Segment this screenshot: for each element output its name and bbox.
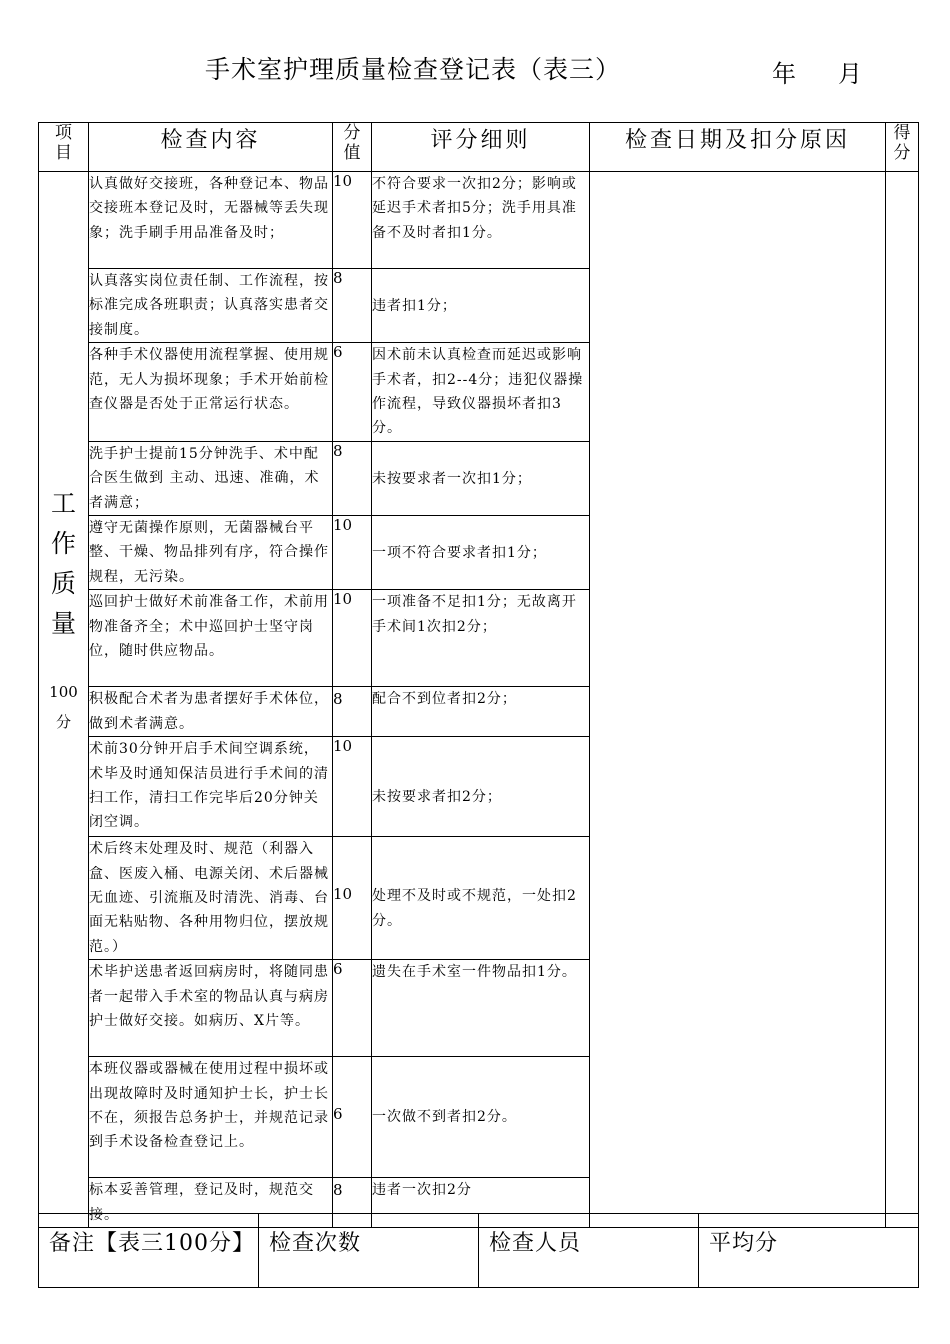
row-content: 术后终末处理及时、规范（利器入盒、医废入桶、电源关闭、术后器械无血迹、引流瓶及时清洗、消毒、台面无粘贴物、各种用物归位，摆放规范。） <box>89 837 333 960</box>
row-detail: 因术前未认真检查而延迟或影响手术者，扣2--4分；违犯仪器操作流程，导致仪器损坏者扣3分。 <box>372 343 590 442</box>
inspector-cell[interactable]: 检查人员 <box>479 1214 699 1288</box>
row-score: 8 <box>333 687 372 737</box>
row-content: 认真做好交接班，各种登记本、物品交接班本登记及时，无器械等丢失现象；洗手刷手用品准备及时； <box>89 172 333 269</box>
row-detail: 未按要求者扣2分； <box>372 737 590 837</box>
row-detail: 一项不符合要求者扣1分； <box>372 516 590 590</box>
average-cell[interactable]: 平均分 <box>699 1214 919 1288</box>
row-content: 标本妥善管理，登记及时，规范交接。 <box>89 1178 333 1228</box>
col-header-score: 分 值 <box>333 123 372 172</box>
form-title: 手术室护理质量检查登记表（表三） <box>205 55 622 84</box>
row-score: 10 <box>333 737 372 837</box>
inspection-table <box>38 122 919 1228</box>
row-score: 8 <box>333 269 372 343</box>
check-count-cell[interactable]: 检查次数 <box>259 1214 479 1288</box>
row-detail: 一项准备不足扣1分；无故离开手术间1次扣2分； <box>372 590 590 687</box>
col-header-date-reason: 检查日期及扣分原因 <box>590 123 886 172</box>
date-reason-cell[interactable] <box>590 172 886 1228</box>
points-cell[interactable] <box>886 172 919 1228</box>
row-detail: 配合不到位者扣2分； <box>372 687 590 737</box>
category-total: 100 分 <box>49 683 78 731</box>
row-score: 8 <box>333 441 372 515</box>
footer-table <box>38 1213 919 1288</box>
row-score: 8 <box>333 1178 372 1228</box>
row-detail: 违者一次扣2分 <box>372 1178 590 1228</box>
category-name: 工 作 质 量 <box>50 489 76 638</box>
row-score: 6 <box>333 343 372 442</box>
row-detail: 不符合要求一次扣2分；影响或延迟手术者扣5分；洗手用具准备不及时者扣1分。 <box>372 172 590 269</box>
row-content: 术前30分钟开启手术间空调系统，术毕及时通知保洁员进行手术间的清扫工作，清扫工作完毕后20分钟关闭空调。 <box>89 737 333 837</box>
row-detail: 处理不及时或不规范，一处扣2分。 <box>372 837 590 960</box>
row-content: 各种手术仪器使用流程掌握、使用规范，无人为损坏现象；手术开始前检查仪器是否处于正常运行状态。 <box>89 343 333 442</box>
row-content: 洗手护士提前15分钟洗手、术中配合医生做到 主动、迅速、准确，术者满意； <box>89 441 333 515</box>
footer-row <box>39 1214 919 1288</box>
row-score: 10 <box>333 837 372 960</box>
col-header-content: 检查内容 <box>89 123 333 172</box>
remark-cell: 备注【表三100分】 <box>39 1214 259 1288</box>
row-score: 10 <box>333 590 372 687</box>
row-content: 本班仪器或器械在使用过程中损坏或出现故障时及时通知护士长，护士长不在，须报告总务护士，并规范记录到手术设备检查登记上。 <box>89 1057 333 1178</box>
row-score: 10 <box>333 172 372 269</box>
row-content: 术毕护送患者返回病房时，将随同患者一起带入手术室的物品认真与病房护士做好交接。如病历、X片等。 <box>89 960 333 1057</box>
row-content: 认真落实岗位责任制、工作流程，按标准完成各班职责；认真落实患者交接制度。 <box>89 269 333 343</box>
col-header-detail: 评分细则 <box>372 123 590 172</box>
year-label: 年 <box>772 60 796 88</box>
row-score: 6 <box>333 960 372 1057</box>
col-header-item: 项 目 <box>39 123 89 172</box>
table-header-row <box>39 123 919 172</box>
row-score: 10 <box>333 516 372 590</box>
row-detail: 未按要求者一次扣1分； <box>372 441 590 515</box>
row-content: 积极配合术者为患者摆好手术体位，做到术者满意。 <box>89 687 333 737</box>
row-content: 巡回护士做好术前准备工作，术前用物准备齐全；术中巡回护士坚守岗位，随时供应物品。 <box>89 590 333 687</box>
col-header-points: 得 分 <box>886 123 919 172</box>
row-detail: 一次做不到者扣2分。 <box>372 1057 590 1178</box>
category-cell <box>39 172 89 1228</box>
row-score: 6 <box>333 1057 372 1178</box>
row-detail: 遗失在手术室一件物品扣1分。 <box>372 960 590 1057</box>
row-detail: 违者扣1分； <box>372 269 590 343</box>
month-label: 月 <box>838 60 862 88</box>
table-row <box>39 172 919 269</box>
row-content: 遵守无菌操作原则，无菌器械台平整、干燥、物品排列有序，符合操作规程，无污染。 <box>89 516 333 590</box>
